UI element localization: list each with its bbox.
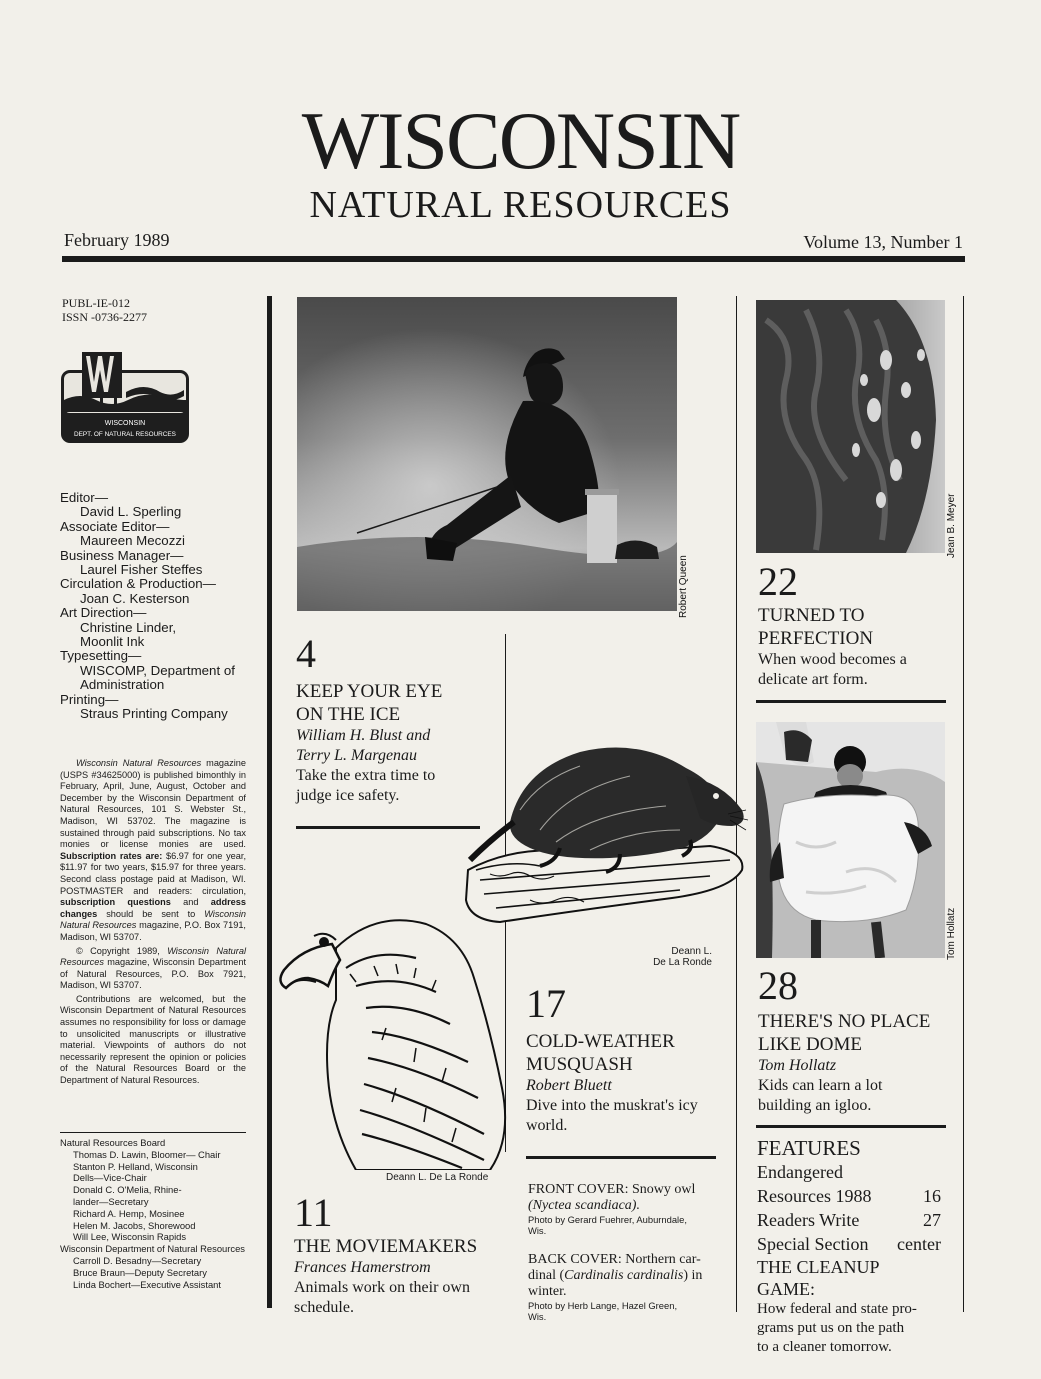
back-cover-label: winter. — [528, 1284, 567, 1299]
feature-page: 27 — [923, 1210, 941, 1230]
magazine-subtitle: NATURAL RESOURCES — [309, 184, 732, 226]
story-description: delicate art form. — [758, 671, 868, 688]
igloo-photo — [756, 722, 945, 958]
dept-member: Linda Bochert—Executive Assistant — [73, 1278, 221, 1290]
issue-date: February 1989 — [64, 230, 170, 250]
story-description: Dive into the muskrat's icy — [526, 1097, 698, 1114]
front-cover-credit: Wis. — [528, 1225, 547, 1236]
magazine-title: WISCONSIN — [301, 95, 740, 186]
story-divider — [756, 700, 946, 703]
story-headline[interactable]: LIKE DOME — [758, 1034, 862, 1055]
board-list — [60, 1137, 250, 1290]
staff-role: Associate Editor— — [60, 518, 170, 534]
story-headline[interactable]: THE MOVIEMAKERS — [294, 1236, 478, 1257]
cleanup-description: to a cleaner tomorrow. — [757, 1339, 892, 1355]
subscription-paragraph — [60, 758, 246, 944]
story-page-number: 17 — [526, 981, 566, 1026]
feature-page: 16 — [923, 1186, 941, 1206]
feature-title: Resources 1988 — [757, 1186, 872, 1206]
front-cover-species: (Nyctea scandiaca). — [528, 1198, 640, 1213]
story-description: When wood becomes a — [758, 651, 907, 668]
story-description: world. — [526, 1117, 568, 1134]
staff-name: Christine Linder, — [80, 619, 177, 635]
staff-list — [60, 491, 260, 722]
story-page-number: 4 — [296, 631, 316, 676]
staff-name: Straus Printing Company — [80, 706, 228, 722]
story-byline: Terry L. Margenau — [296, 747, 418, 764]
contributions-paragraph: Contributions are welcomed, but the Wisconsin Department of Natural Resources assumes no responsibility for loss or damage to unsolicited manuscripts or illustrative material. Viewpoints of authors do not necessarily represent the opinion or policies of the Natural Resources Board or the Department of Natural Resources. — [60, 993, 246, 1086]
back-cover-credit: Wis. — [528, 1311, 547, 1322]
staff-name: WISCOMP, Department of — [80, 662, 235, 678]
board-member: Richard A. Hemp, Mosinee — [73, 1207, 185, 1219]
staff-role: Editor— — [60, 490, 109, 505]
magazine-name: Wisconsin Natural Resources — [60, 908, 246, 931]
publication-notice — [60, 758, 246, 1089]
story-divider — [756, 1125, 946, 1128]
story-description: schedule. — [294, 1299, 354, 1316]
board-member: Will Lee, Wisconsin Rapids — [73, 1231, 187, 1243]
feature-title: Special Section — [757, 1234, 869, 1254]
story-headline[interactable]: KEEP YOUR EYE — [296, 681, 443, 702]
logo-line1: WISCONSIN — [104, 420, 146, 427]
photo-credit-wood: Jean B. Meyer — [946, 493, 957, 558]
publ-number: PUBL-IE-012 — [62, 296, 130, 310]
staff-role: Art Direction— — [60, 605, 147, 621]
notice-bold: address changes — [60, 897, 247, 919]
back-cover-text: dinal ( — [528, 1268, 565, 1283]
issue-volume: Volume 13, Number 1 — [803, 232, 963, 252]
board-member: lander—Secretary — [73, 1195, 149, 1207]
feature-title: Endangered — [757, 1162, 843, 1182]
photo-credit-ice: Robert Queen — [678, 555, 689, 618]
staff-name: David L. Sperling — [80, 504, 182, 520]
story-headline[interactable]: MUSQUASH — [526, 1054, 633, 1075]
story-description: Kids can learn a lot — [758, 1077, 883, 1094]
story-headline[interactable]: THERE'S NO PLACE — [758, 1011, 931, 1032]
front-cover-credit: Photo by Gerard Fuehrer, Auburndale, — [528, 1214, 687, 1225]
staff-name: Joan C. Kesterson — [80, 590, 190, 606]
column-rule-left — [267, 296, 272, 1308]
staff-role: Business Manager— — [60, 547, 184, 563]
dept-member: Bruce Braun—Deputy Secretary — [73, 1266, 207, 1278]
notice-text: © Copyright 1989, — [76, 945, 168, 956]
board-heading: Natural Resources Board — [60, 1137, 166, 1148]
cleanup-description: grams put us on the path — [757, 1320, 905, 1336]
board-member: Helen M. Jacobs, Shorewood — [73, 1219, 196, 1231]
wood-bowl-photo — [756, 300, 945, 553]
story-byline: Robert Bluett — [526, 1077, 612, 1094]
story-divider — [296, 826, 480, 829]
notice-bold: subscription questions — [60, 897, 171, 908]
back-cover-label — [528, 1268, 714, 1284]
dnr-logo — [60, 352, 190, 444]
staff-role: Printing— — [60, 691, 119, 707]
notice-text: $6.97 for one year, $11.97 for two years, $15.97 for three years. Second class postage paid at Madison, WI. POSTMASTER and readers: circulation, — [60, 850, 246, 896]
eagle-illustration — [276, 908, 516, 1170]
back-cover-species: Cardinalis cardinalis — [564, 1268, 684, 1283]
board-member: Stanton P. Helland, Wisconsin — [73, 1160, 198, 1172]
back-cover-label: BACK COVER: Northern car- — [528, 1252, 701, 1267]
story-description: judge ice safety. — [296, 787, 400, 804]
notice-text: magazine (USPS #34625000) is published bimonthly in February, April, June, August, October and December by the Wisconsin Department of Natural Resources, 101 S. Webster St., Madison, WI 53702. The magazine is sustained through paid subscriptions. No tax monies or license monies are used. — [60, 758, 247, 850]
staff-name: Maureen Mecozzi — [80, 533, 185, 549]
feature-item[interactable] — [757, 1208, 941, 1232]
notice-text: magazine, P.O. Box 7191, Madison, WI 53707. — [60, 920, 246, 942]
feature-item[interactable] — [757, 1184, 941, 1208]
story-description: Animals work on their own — [294, 1279, 470, 1296]
story-description: Take the extra time to — [296, 767, 436, 784]
story-page-number: 22 — [758, 559, 798, 604]
magazine-name: Wisconsin Natural Resources — [76, 758, 202, 768]
photo-credit-dome: Tom Hollatz — [946, 907, 957, 960]
story-headline[interactable]: TURNED TO — [758, 605, 865, 626]
notice-text: magazine, Wisconsin Department of Natural Resources, P.O. Box 7921, Madison, WI 53707. — [60, 957, 246, 991]
credit-line: Deann L. — [671, 946, 712, 957]
staff-name: Administration — [80, 677, 165, 693]
ice-fishing-photo — [297, 297, 677, 611]
feature-item[interactable] — [757, 1232, 941, 1256]
story-headline[interactable]: COLD-WEATHER — [526, 1031, 675, 1052]
cover-notes — [528, 1182, 714, 1322]
staff-name: Laurel Fisher Steffes — [80, 562, 203, 578]
magazine-name: Wisconsin Natural Resources — [60, 945, 246, 968]
board-member: Dells—Vice-Chair — [73, 1172, 147, 1184]
notice-text: and — [170, 897, 211, 908]
story-page-number: 28 — [758, 963, 798, 1008]
story-byline: Frances Hamerstrom — [294, 1259, 431, 1276]
dept-heading: Wisconsin Department of Natural Resources — [60, 1243, 245, 1255]
board-divider — [60, 1132, 246, 1133]
back-cover-text: ) in — [683, 1268, 703, 1283]
photo-credit-eagle: Deann L. De La Ronde — [386, 1172, 489, 1183]
back-cover-credit: Photo by Herb Lange, Hazel Green, — [528, 1300, 678, 1311]
dept-member: Carroll D. Besadny—Secretary — [73, 1254, 202, 1266]
credit-line: De La Ronde — [653, 957, 712, 968]
story-headline[interactable]: PERFECTION — [758, 628, 874, 649]
copyright-paragraph — [60, 946, 246, 992]
board-member: Thomas D. Lawin, Bloomer— Chair — [73, 1148, 221, 1160]
staff-name: Moonlit Ink — [80, 634, 145, 650]
column-rule-right-b — [963, 296, 964, 1312]
staff-role: Typesetting— — [60, 648, 142, 664]
board-member: Donald C. O'Melia, Rhine- — [73, 1184, 182, 1196]
photo-credit-musquash — [640, 946, 712, 968]
story-divider — [526, 1156, 716, 1159]
cleanup-description: How federal and state pro- — [757, 1301, 917, 1317]
story-page-number: 11 — [294, 1190, 333, 1235]
features-list — [757, 1136, 941, 1357]
notice-text: should be sent to — [97, 908, 205, 919]
story-byline: Tom Hollatz — [758, 1057, 837, 1074]
masthead-rule — [62, 256, 965, 262]
notice-bold: Subscription rates are: — [60, 850, 163, 861]
front-cover-label: FRONT COVER: Snowy owl — [528, 1182, 696, 1197]
issn-number: ISSN -0736-2277 — [62, 310, 148, 324]
logo-line2: DEPT. OF NATURAL RESOURCES — [74, 431, 176, 438]
cleanup-heading[interactable]: THE CLEANUP GAME: — [757, 1257, 879, 1299]
feature-item[interactable] — [757, 1160, 941, 1184]
story-headline[interactable]: ON THE ICE — [296, 704, 401, 725]
story-byline: William H. Blust and — [296, 727, 431, 744]
features-heading: FEATURES — [757, 1136, 861, 1160]
feature-title: Readers Write — [757, 1210, 860, 1230]
staff-role: Circulation & Production— — [60, 576, 216, 592]
feature-page: center — [897, 1234, 941, 1254]
story-description: building an igloo. — [758, 1097, 872, 1114]
